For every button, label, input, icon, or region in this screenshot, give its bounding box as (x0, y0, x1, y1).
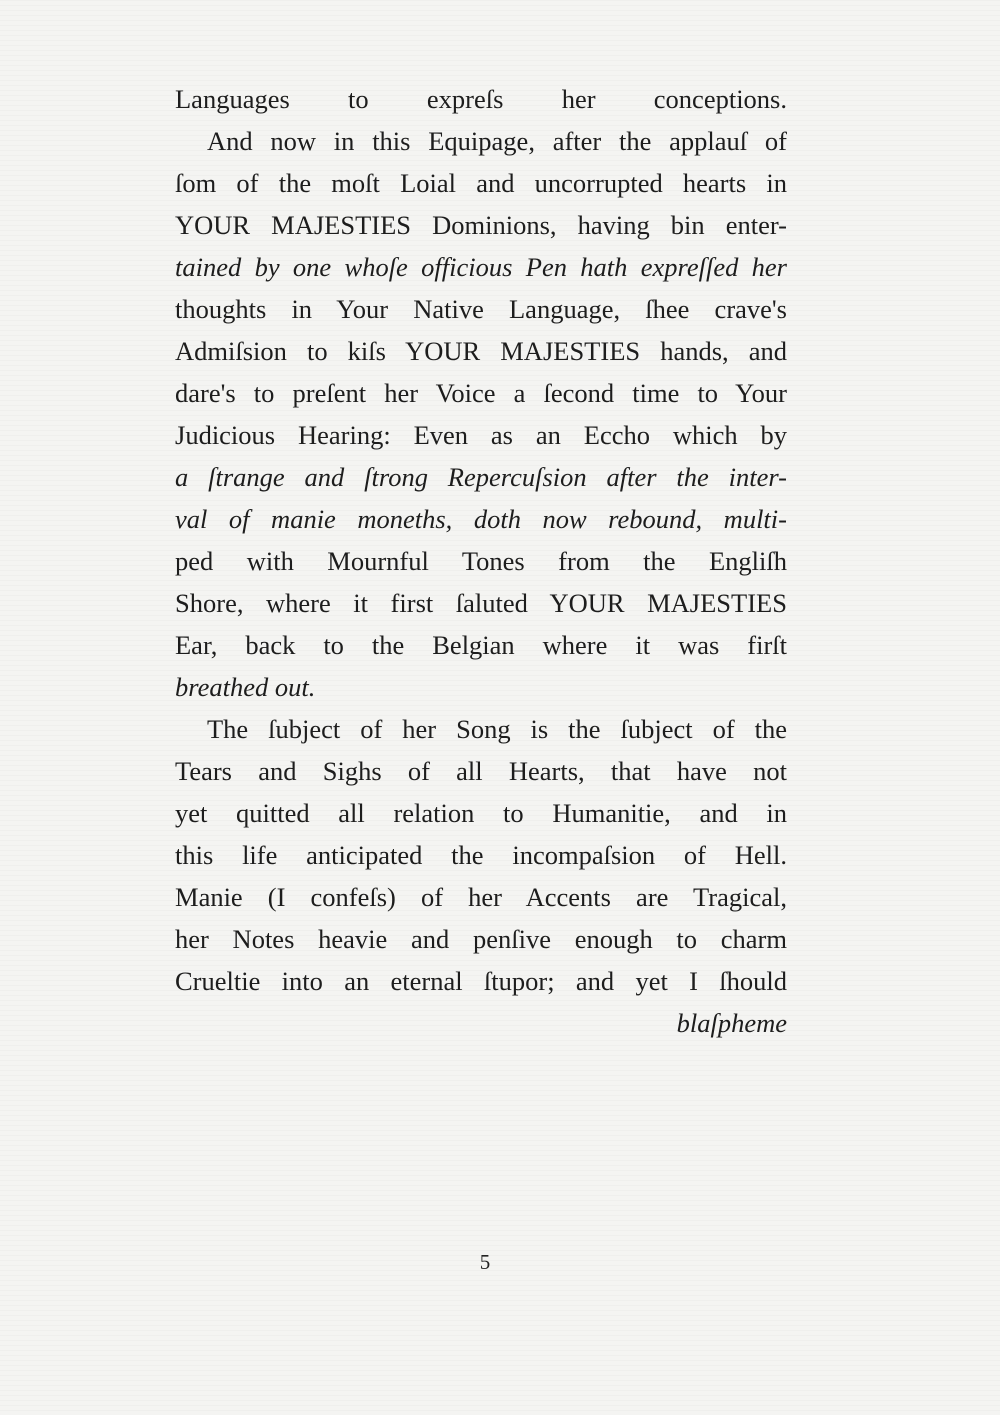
text-line: val of manie moneths, doth now rebound, multi- (175, 504, 787, 534)
text-line: Ear, back to the Belgian where it was firſt (175, 630, 787, 660)
body-text (175, 78, 787, 1044)
text-line: Tears and Sighs of all Hearts, that have not (175, 756, 787, 786)
catchword: blaſpheme (676, 1008, 787, 1038)
text-line: breathed out. (175, 672, 316, 702)
text-line: Manie (I confeſs) of her Accents are Tragical, (175, 882, 787, 912)
text-line: Judicious Hearing: Even as an Eccho which by (175, 420, 787, 450)
text-line: her Notes heavie and penſive enough to charm (175, 924, 787, 954)
text-line: Crueltie into an eternal ſtupor; and yet I ſhould (175, 966, 787, 996)
text-line: yet quitted all relation to Humanitie, and in (175, 798, 787, 828)
text-line: Shore, where it first ſaluted YOUR MAJESTIES (175, 588, 787, 618)
text-line: tained by one whoſe officious Pen hath expreſſed her (175, 252, 787, 282)
text-line: YOUR MAJESTIES Dominions, having bin enter- (175, 210, 787, 240)
text-line: ſom of the moſt Loial and uncorrupted hearts in (175, 168, 787, 198)
text-line: Languages to expreſs her conceptions. (175, 84, 787, 114)
text-line: a ſtrange and ſtrong Repercuſsion after the inter- (175, 462, 787, 492)
text-line: The ſubject of her Song is the ſubject of the (207, 714, 787, 744)
page-number: 5 (479, 1250, 491, 1274)
text-line: And now in this Equipage, after the applauſ of (207, 126, 787, 156)
text-line: this life anticipated the incompaſsion of Hell. (175, 840, 787, 870)
text-line: dare's to preſent her Voice a ſecond time to Your (175, 378, 787, 408)
text-line: thoughts in Your Native Language, ſhee crave's (175, 294, 787, 324)
text-line: Admiſsion to kiſs YOUR MAJESTIES hands, and (175, 336, 787, 366)
text-line: ped with Mournful Tones from the Engliſh (175, 546, 787, 576)
